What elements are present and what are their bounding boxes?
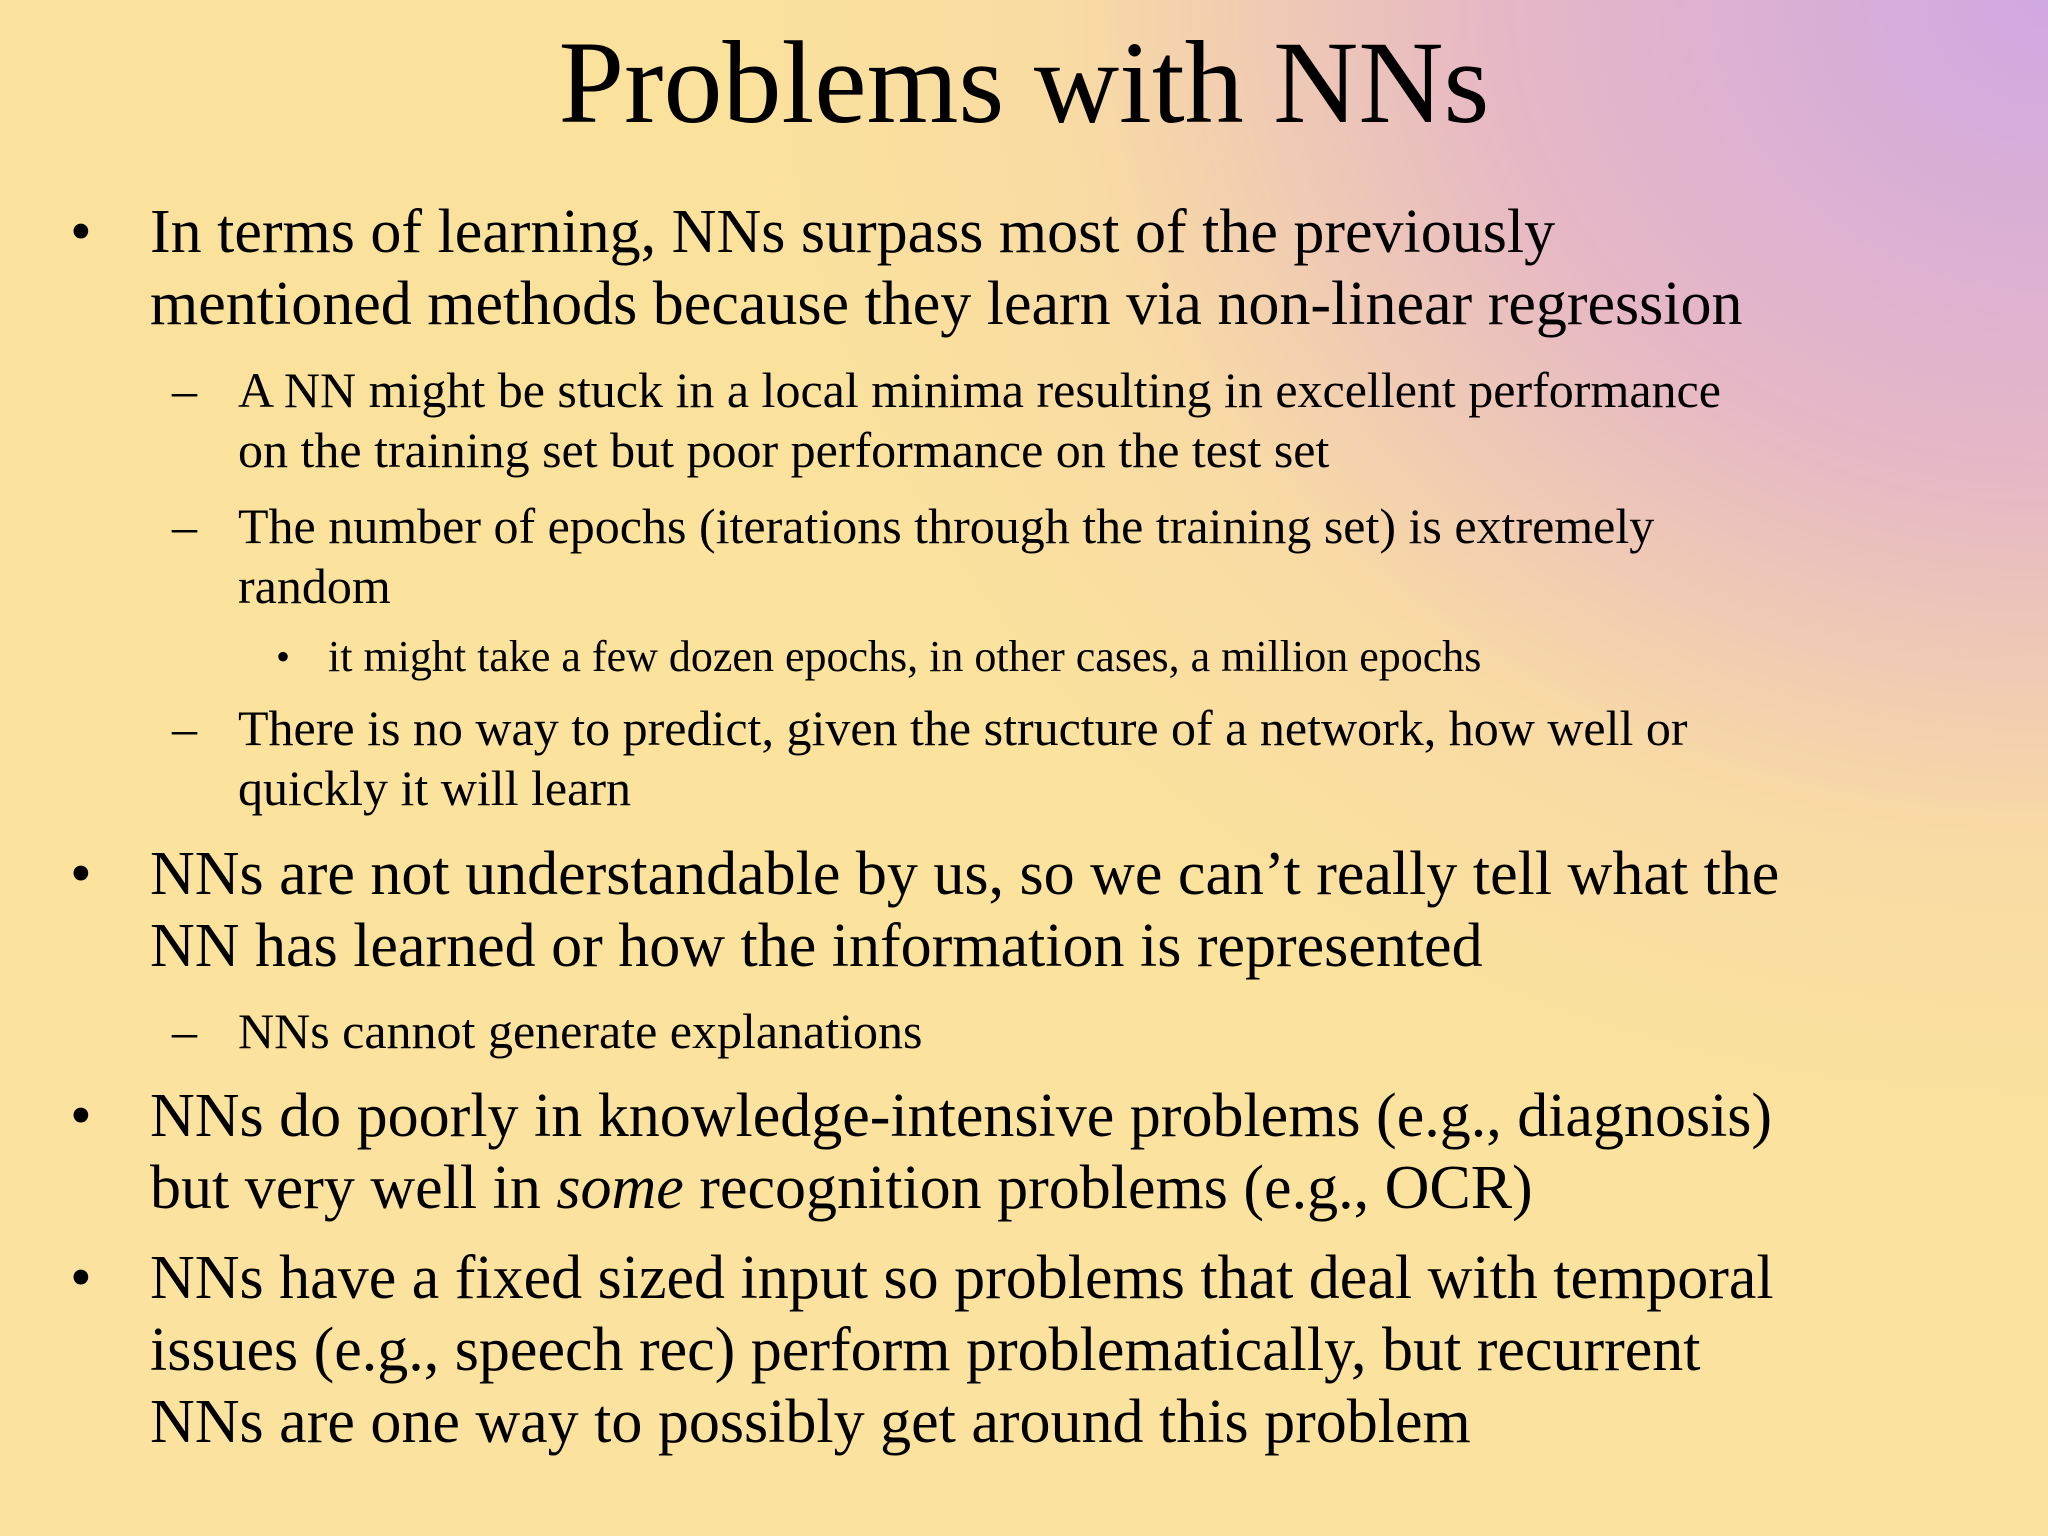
sub-bullet-text-line: The number of epochs (iterations through the training set) is extremely	[238, 498, 1655, 554]
sub-bullet-text-line: A NN might be stuck in a local minima resulting in excellent performance	[238, 362, 1721, 418]
bullet-marker: •	[70, 840, 92, 908]
sub-sub-bullet-text-line: it might take a few dozen epochs, in other cases, a million epochs	[328, 632, 1482, 681]
sub-bullet-text-line: random	[238, 558, 391, 614]
bullet-text-line: In terms of learning, NNs surpass most of the previously	[150, 198, 1556, 266]
bullet-text-line: NN has learned or how the information is represented	[150, 912, 1483, 980]
bullet-text-line: NNs are one way to possibly get around this problem	[150, 1388, 1471, 1456]
sub-bullet-text-line: There is no way to predict, given the structure of a network, how well or	[238, 700, 1688, 756]
sub-bullet-marker: –	[172, 700, 197, 756]
bullet-text-line: mentioned methods because they learn via non-linear regression	[150, 270, 1743, 338]
bullet-text-line: NNs are not understandable by us, so we can’t really tell what the	[150, 840, 1780, 908]
bullet-text-line: NNs have a fixed sized input so problems that deal with temporal	[150, 1244, 1774, 1312]
bullet-text-line: NNs do poorly in knowledge-intensive problems (e.g., diagnosis)	[150, 1082, 1773, 1150]
sub-bullet-marker: –	[172, 498, 197, 554]
bullet-text-segment: but very well in	[150, 1154, 557, 1222]
sub-bullet-marker: –	[172, 362, 197, 418]
bullet-text-segment: recognition problems (e.g., OCR)	[683, 1154, 1533, 1222]
sub-bullet-text-line: on the training set but poor performance on the test set	[238, 422, 1330, 478]
bullet-text-line	[150, 1152, 1533, 1224]
sub-bullet-marker: –	[172, 1003, 197, 1059]
emphasis-text: some	[556, 1154, 684, 1222]
bullet-marker: •	[70, 1082, 92, 1150]
bullet-marker: •	[70, 1244, 92, 1312]
sub-sub-bullet-marker: •	[276, 634, 291, 679]
bullet-text-line: issues (e.g., speech rec) perform problematically, but recurrent	[150, 1316, 1701, 1384]
bullet-marker: •	[70, 198, 92, 266]
sub-bullet-text-line: quickly it will learn	[238, 760, 631, 816]
sub-bullet-text-line: NNs cannot generate explanations	[238, 1003, 923, 1059]
slide-title: Problems with NNs	[558, 17, 1490, 148]
